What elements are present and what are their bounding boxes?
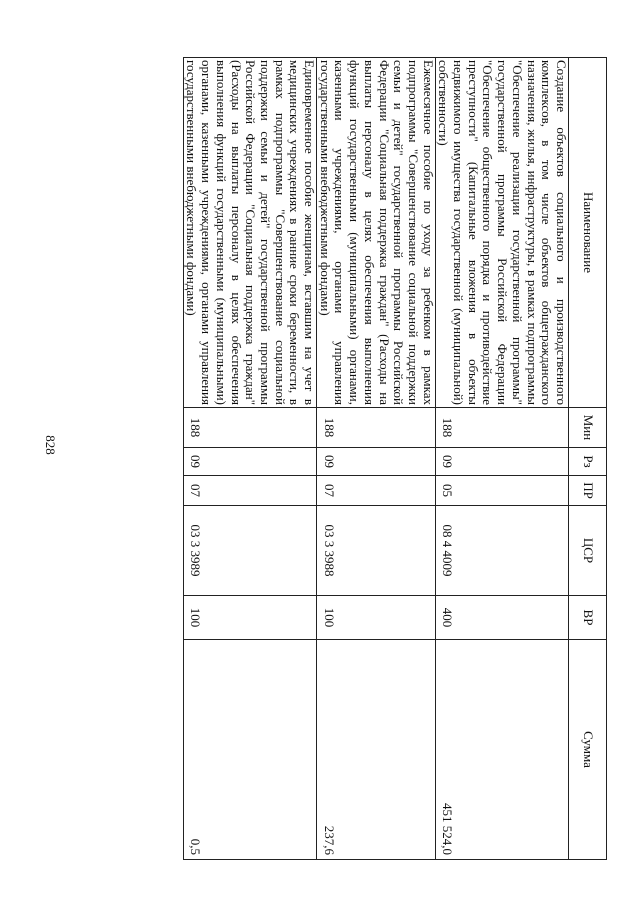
row-vr: 100 [183, 596, 316, 640]
table-row [183, 58, 316, 860]
row-min: 188 [435, 408, 568, 448]
row-name: Ежемесячное пособие по уходу за ребенком в рамках подпрограммы "Совершенствование социальной поддержки семьи и детей" государственной программы Российской Федерации "Социальная поддержка граждан" (Расходы на выплаты персоналу в целях обеспечения выполнения функций государственными (муниципальными) органами, казенными учреждениями, органами управления государственными внебюджетными фондами) [317, 58, 436, 408]
row-rz: 09 [435, 448, 568, 476]
row-min: 188 [317, 408, 436, 448]
row-sum: 237,6 [317, 640, 436, 860]
row-vr: 400 [435, 596, 568, 640]
row-name: Создание объектов социального и производственного комплексов, в том числе объектов общегражданского назначения, жилья, инфраструктуры, в рамках подпрограммы "Обеспечение реализации государственной программы" государственной программы Российской Федерации "Обеспечение общественного порядка и противодействие преступности" (Капитальные вложения в объекты недвижимого имущества государственной (муниципальной) собственности) [435, 58, 568, 408]
header-csr: ЦСР [569, 506, 607, 596]
row-rz: 09 [317, 448, 436, 476]
table-header-row [569, 58, 607, 860]
table-row [435, 58, 568, 860]
row-rz: 09 [183, 448, 316, 476]
row-min: 188 [183, 408, 316, 448]
row-pr: 07 [317, 476, 436, 506]
row-pr: 07 [183, 476, 316, 506]
header-min: Мин [569, 408, 607, 448]
row-csr: 03 3 3989 [183, 506, 316, 596]
budget-table [183, 57, 607, 860]
header-vr: ВР [569, 596, 607, 640]
header-name: Наименование [569, 58, 607, 408]
row-sum: 0,5 [183, 640, 316, 860]
table-row [317, 58, 436, 860]
rotated-page-content [77, 57, 607, 859]
row-csr: 08 4 4009 [435, 506, 568, 596]
page-number: 828 [43, 435, 58, 455]
row-name: Единовременное пособие женщинам, вставшим на учет в медицинских учреждениях в ранние сроки беременности, в рамках подпрограммы "Совершенствование социальной поддержки семьи и детей" государственной программы Российской Федерации "Социальная поддержка граждан" (Расходы на выплаты персоналу в целях обеспечения выполнения функций государственными (муниципальными) органами, казенными учреждениями, органами управления государственными внебюджетными фондами) [183, 58, 316, 408]
row-vr: 100 [317, 596, 436, 640]
header-rz: Рз [569, 448, 607, 476]
header-sum: Сумма [569, 640, 607, 860]
row-csr: 03 3 3988 [317, 506, 436, 596]
row-sum: 451 524,0 [435, 640, 568, 860]
row-pr: 05 [435, 476, 568, 506]
header-pr: ПР [569, 476, 607, 506]
